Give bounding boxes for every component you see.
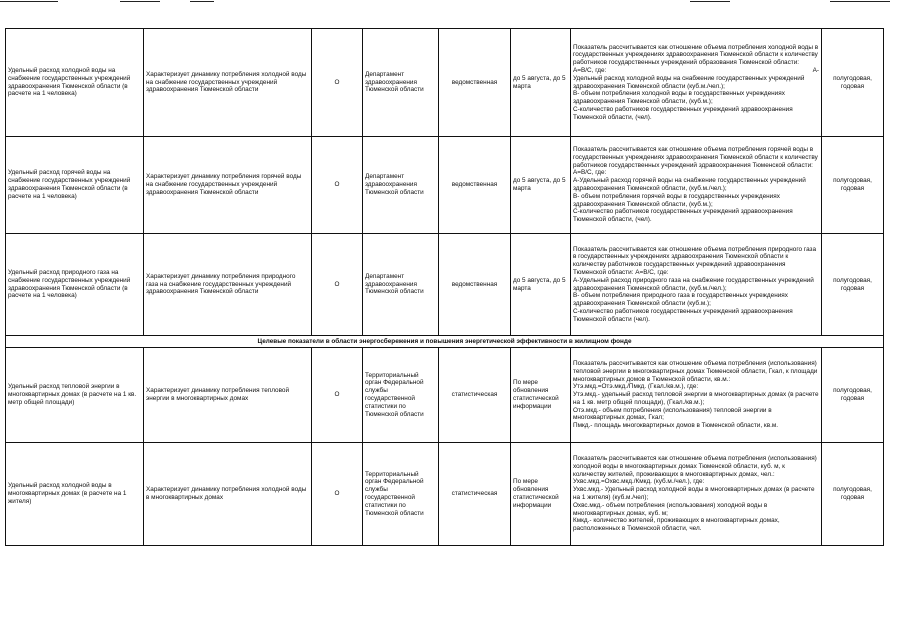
table-row [6, 29, 884, 137]
indicators-table [5, 28, 884, 546]
indicator-name: Удельный расход холодной воды на снабжение государственных учреждений здравоохранения Тюменской области (в расчете на 1 человека) [6, 29, 144, 137]
method-line: В- объем потребления горячей воды в государственных учреждениях здравоохранения Тюменской области, (куб.м.); [573, 192, 782, 208]
method-line: Удельный расход холодной воды на снабжение государственных учреждений здравоохранения Тюменской области (куб.м./чел.); [573, 74, 807, 90]
direction-cell: О [312, 443, 363, 546]
method-line: Утэ.мкд.=Отэ.мкд./Пмкд. (Гкал./кв.м.), где: [573, 383, 699, 391]
method-line: В- объем потребления природного газа в государственных учреждениях здравоохранения Тюменской области (куб.м.); [573, 292, 790, 308]
method-cell [571, 443, 822, 546]
method-line: Пмкд.- площадь многоквартирных домов в Тюменской области, кв.м. [573, 422, 779, 430]
method-line: Ухвс.мкд.=Охвс.мкд./Кмкд. (куб.м./чел.), где: [573, 478, 705, 486]
direction-cell: О [312, 234, 363, 336]
indicator-name: Удельный расход холодной воды в многоквартирных домах (в расчете на 1 жителя) [6, 443, 144, 546]
method-formula: А=В/С, где: [573, 66, 607, 74]
method-intro: Показатель рассчитывается как отношение объема потребления природного газа в государственных учреждениях здравоохранения Тюменской области к количеству работников государственных учреждений здравоохранения Тюменской области: А=В/С, где: [573, 245, 818, 276]
method-cell [571, 348, 822, 443]
indicator-characteristic: Характеризует динамику потребления природного газа на снабжение государственных учреждений здравоохранения Тюменской области [144, 234, 312, 336]
indicator-characteristic: Характеризует динамику потребления тепловой энергии в многоквартирных домах [144, 348, 312, 443]
direction-cell: О [312, 29, 363, 137]
deadline-cell: По мере обновления статистической информации [511, 443, 571, 546]
table-row [6, 443, 884, 546]
method-line: В- объем потребления холодной воды в государственных учреждениях здравоохранения Тюменской области, (куб.м.); [573, 90, 787, 106]
source-cell: Департамент здравоохранения Тюменской области [363, 29, 439, 137]
method-line: Кмкд.- количество жителей, проживающих в многоквартирных домах, расположенных в Тюменской области, чел. [573, 517, 782, 533]
type-cell: ведомственная [439, 234, 511, 336]
source-cell: Департамент здравоохранения Тюменской области [363, 234, 439, 336]
table-row [6, 137, 884, 234]
deadline-cell: до 5 августа, до 5 марта [511, 234, 571, 336]
method-cell [571, 234, 822, 336]
indicator-name: Удельный расход тепловой энергии в многоквартирных домах (в расчете на 1 кв. метр общей площади) [6, 348, 144, 443]
table-row [6, 348, 884, 443]
method-intro: Показатель рассчитывается как отношение объема потребления холодной воды в государственных учреждениях здравоохранения Тюменской области к количеству работников государственных учреждений образования Тюменской области: [573, 43, 820, 67]
method-intro: Показатель рассчитывается как отношение объема потребления горячей воды в государственных учреждениях здравоохранения Тюменской области к количеству работников государственных учреждений здравоохранения Тюменской области: А=В/С, где: [573, 146, 820, 177]
period-cell: полугодовая, годовая [822, 443, 884, 546]
period-cell: полугодовая, годовая [822, 137, 884, 234]
type-cell: ведомственная [439, 29, 511, 137]
method-intro: Показатель рассчитывается как отношение объема потребления (использования) холодной воды в многоквартирных домах Тюменской области, куб. м, к количеству жителей, проживающих в многоквартирных домах, чел.: [573, 455, 819, 478]
indicator-name: Удельный расход природного газа на снабжение государственных учреждений здравоохранения Тюменской области (в расчете на 1 человека) [6, 234, 144, 336]
period-cell: полугодовая, годовая [822, 29, 884, 137]
method-line: Отэ.мкд.- объем потребления (использования) тепловой энергии в многоквартирных домах, Гкал; [573, 406, 774, 422]
method-line: С-количество работников государственных учреждений здравоохранения Тюменской области (чел). [573, 307, 795, 323]
method-line: Утэ.мкд.- удельный расход тепловой энергии в многоквартирных домах (в расчете на 1 кв. метр общей площади), (Гкал./кв.м.); [573, 391, 821, 406]
direction-cell: О [312, 348, 363, 443]
section-title: Целевые показатели в области энергосбережения и повышения энергетической эффективности в жилищном фонде [6, 336, 884, 348]
method-formula-tail: А- [812, 66, 819, 74]
method-intro: Показатель рассчитывается как отношение объема потребления (использования) тепловой энергии в многоквартирных домах Тюменской области, Гкал, к площади многоквартирных домов в Тюменской области, кв.м.: [573, 359, 820, 383]
direction-cell: О [312, 137, 363, 234]
type-cell: статистическая [439, 348, 511, 443]
period-cell: полугодовая, годовая [822, 234, 884, 336]
period-cell: полугодовая, годовая [822, 348, 884, 443]
method-cell [571, 137, 822, 234]
type-cell: статистическая [439, 443, 511, 546]
top-scan-marks [0, 0, 905, 6]
source-cell: Департамент здравоохранения Тюменской области [363, 137, 439, 234]
indicator-characteristic: Характеризует динамику потребления холодной воды в многоквартирных домах [144, 443, 312, 546]
method-line: Охвс.мкд.- объем потребления (использования) холодной воды в многоквартирных домах, куб. м; [573, 501, 770, 517]
source-cell: Территориальный орган Федеральной службы государственной статистики по Тюменской области [363, 348, 439, 443]
indicator-characteristic: Характеризует динамику потребления холодной воды на снабжение государственных учреждений здравоохранения Тюменской области [144, 29, 312, 137]
method-line: А-Удельный расход горячей воды на снабжение государственных учреждений здравоохранения Тюменской области, (куб.м./чел.); [573, 177, 808, 192]
indicator-characteristic: Характеризует динамику потребления горячей воды на снабжение государственных учреждений здравоохранения Тюменской области [144, 137, 312, 234]
section-row [6, 336, 884, 348]
type-cell: ведомственная [439, 137, 511, 234]
source-cell: Территориальный орган Федеральной службы государственной статистики по Тюменской области [363, 443, 439, 546]
method-line: С-количество работников государственных учреждений здравоохранения Тюменской области, (чел). [573, 105, 795, 121]
method-line: Ухвс.мкд.- Удельный расход холодной воды в многоквартирных домах (в расчете на 1 жителя) (куб.м./чел); [573, 486, 817, 501]
table-row [6, 234, 884, 336]
indicator-name: Удельный расход горячей воды на снабжение государственных учреждений здравоохранения Тюменской области (в расчете на 1 человека) [6, 137, 144, 234]
method-cell [571, 29, 822, 137]
method-line: С-количество работников государственных учреждений здравоохранения Тюменской области, (чел). [573, 208, 795, 224]
deadline-cell: до 5 августа, до 5 марта [511, 137, 571, 234]
method-formula-line [573, 67, 819, 75]
method-line: А-Удельный расход природного газа на снабжение государственных учреждений здравоохранения Тюменской области, (куб.м./чел.); [573, 276, 816, 292]
deadline-cell: По мере обновления статистической информации [511, 348, 571, 443]
deadline-cell: до 5 августа, до 5 марта [511, 29, 571, 137]
